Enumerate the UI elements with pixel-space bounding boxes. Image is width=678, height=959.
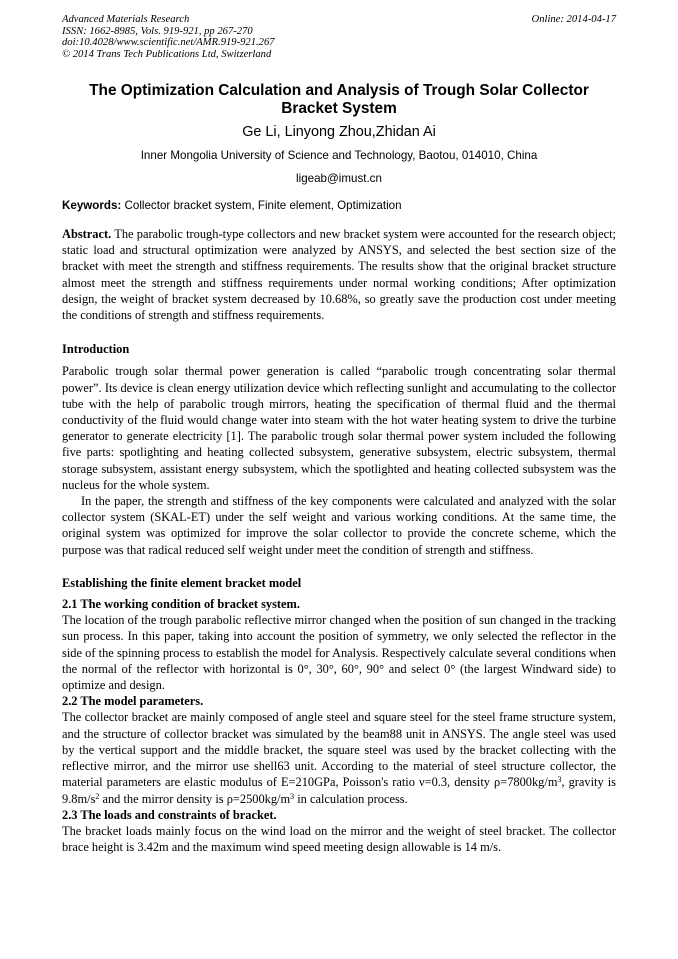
author-email: ligeab@imust.cn bbox=[296, 172, 382, 185]
s22-text-c: and the mirror density is ρ=2500kg/m bbox=[99, 791, 291, 806]
s22-text-a: The collector bracket are mainly composed of angle steel and square steel for the steel frame structure system, and the structure of collector bracket was simulated by the beam88 unit in ANSYS. The angle steel was used by the vertical support and the middle bracket, the square steel was used by the bracket collecting with the reflective mirror, and the mirror use shell63 unit. According to the material of steel structure collector, the material parameters are elastic modulus of E=210GPa, Poisson's ratio ν=0.3, density ρ=7800kg/m bbox=[62, 710, 616, 790]
section-2-3-heading: 2.3 The loads and constraints of bracket. bbox=[62, 807, 277, 822]
section-2-2-heading: 2.2 The model parameters. bbox=[62, 694, 204, 709]
abstract-label: Abstract. bbox=[62, 227, 112, 241]
section-2-1-text: The location of the trough parabolic reflective mirror changed when the position of sun changed in the tracking sun process. In this paper, taking into account the position of symmetry, we only selected the reflector in the side of the spinning process to establish the model for Analysis. Respectively calculate several conditions when the normal of the reflector with horizontal is 0°, 30°, 60°, 90° and select 0° (the largest Windward side) to optimize and design. bbox=[62, 613, 616, 693]
affiliation: Inner Mongolia University of Science and Technology, Baotou, 014010, China bbox=[140, 149, 538, 162]
abstract bbox=[62, 226, 616, 323]
keywords-text: Collector bracket system, Finite element, Optimization bbox=[124, 199, 402, 212]
doi-line: doi:10.4028/www.scientific.net/AMR.919-921.267 bbox=[62, 37, 275, 49]
authors: Ge Li, Linyong Zhou,Zhidan Ai bbox=[242, 124, 436, 140]
keywords-label: Keywords: bbox=[62, 199, 122, 212]
section-2-1-heading: 2.1 The working condition of bracket system. bbox=[62, 597, 300, 612]
introduction-heading: Introduction bbox=[62, 342, 130, 357]
s22-sup-c: 3 bbox=[290, 791, 295, 801]
s22-text-d: in calculation process. bbox=[294, 791, 408, 806]
issn-line: ISSN: 1662-8985, Vols. 919-921, pp 267-270 bbox=[62, 25, 253, 37]
section-2-2-text bbox=[62, 709, 616, 806]
introduction-paragraph-1: Parabolic trough solar thermal power generation is called “parabolic trough concentrating solar thermal power”. Its device is clean energy utilization device which reflecting sunlight and accumulating to the collector tube with the help of parabolic trough mirrors, heating the specification of thermal fluid and the thermal conductivity of the fluid would change water into steam with the hot water heating system to drive the turbine generator to generate electricity [1]. The parabolic trough solar thermal power system included the following five parts: spotlighting and heating collected subsystem, generative subsystem, electric subsystem, thermal storage subsystem, assistant energy subsystem, which the spotlighted and heating collected subsystem was the nucleus for the whole system. bbox=[62, 364, 616, 492]
s22-sup-b: 2 bbox=[95, 791, 100, 801]
copyright-line: © 2014 Trans Tech Publications Ltd, Switzerland bbox=[62, 48, 272, 60]
paper-body bbox=[62, 226, 616, 855]
introduction-paragraph-2: In the paper, the strength and stiffness of the key components were calculated and analyzed with the solar collector system (SKAL-ET) under the self weight and various working conditions. At the same time, the original system was optimized for improve the solar collector to provide the concrete scheme, which the purpose was that radical reduced self weight under meet the condition of strength and stiffness. bbox=[62, 494, 616, 557]
paper-title: The Optimization Calculation and Analysis of Trough Solar Collector Bracket System bbox=[89, 82, 589, 117]
section-2-3-text: The bracket loads mainly focus on the wind load on the mirror and the weight of steel bracket. The collector brace height is 3.42m and the maximum wind speed meeting design allowable is 14 m/s. bbox=[62, 823, 616, 855]
fem-heading: Establishing the finite element bracket model bbox=[62, 575, 302, 590]
online-date: Online: 2014-04-17 bbox=[531, 14, 616, 25]
journal-name: Advanced Materials Research bbox=[62, 14, 190, 25]
s22-sup-a: 3 bbox=[557, 775, 562, 785]
abstract-text: The parabolic trough-type collectors and new bracket system were accounted for the research object; static load and structural optimization were analyzed by ANSYS, and selected the best section size of the bracket with meet the strength and stiffness requirements. The results show that the original bracket structure almost meet the strength and stiffness requirements under normal working conditions; After optimization design, the weight of bracket system decreased by 10.68%, so greatly save the production cost under meeting the conditions of strength and stiffness requirements. bbox=[62, 227, 617, 323]
keywords bbox=[62, 199, 616, 213]
journal-header bbox=[62, 14, 616, 60]
s22-text-b: , gravity is 9.8m/s bbox=[62, 775, 616, 806]
